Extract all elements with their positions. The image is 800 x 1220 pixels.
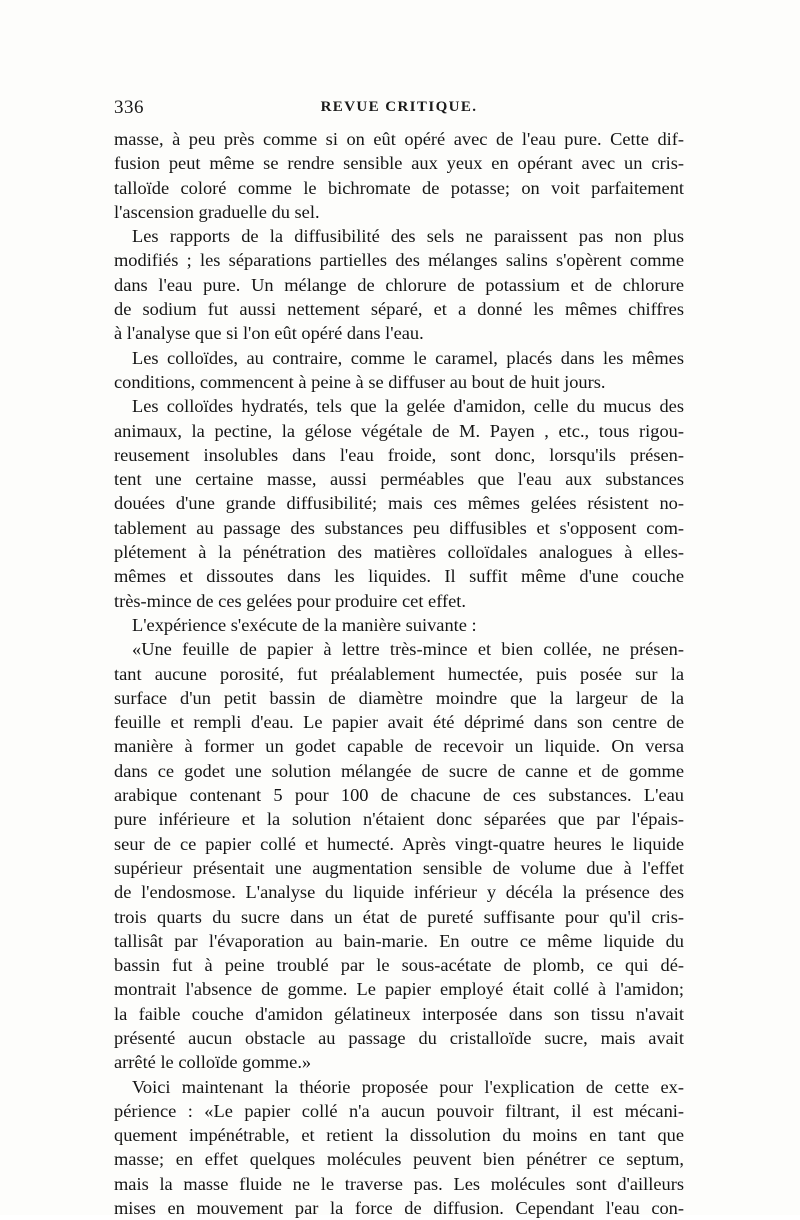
text-line: quement impénétrable, et retient la dissolution du moins en tant que [114,1125,684,1146]
text-line: montrait l'absence de gomme. Le papier employé était collé à l'amidon; [114,979,684,1000]
text-line: Les rapports de la diffusibilité des sels ne paraissent pas non plus [132,226,684,247]
text-line: périence : «Le papier collé n'a aucun pouvoir filtrant, il est mécani- [114,1100,684,1121]
text-line: masse, à peu près comme si on eût opéré avec de l'eau pure. Cette dif- [114,129,684,149]
running-title: REVUE CRITIQUE. [320,99,478,115]
page-header [114,97,684,123]
text-line: tant aucune porosité, fut préalablement humectée, puis posée sur la [114,663,684,684]
text-line: surface d'un petit bassin de diamètre moindre que la largeur de la [114,687,684,708]
text-line: pure inférieure et la solution n'étaient donc séparées que par l'épais- [114,809,684,830]
text-line: tallisât par l'évaporation au bain-marie. En outre ce même liquide du [114,930,684,951]
text-line: «Une feuille de papier à lettre très-mince et bien collée, ne présen- [132,639,684,660]
text-line: de l'endosmose. L'analyse du liquide inférieur y décéla la présence des [114,882,684,903]
text-line: mêmes et dissoutes dans les liquides. Il suffit même d'une couche [114,566,684,587]
text-line: Voici maintenant la théorie proposée pour l'explication de cette ex- [132,1076,684,1097]
text-line: l'ascension graduelle du sel. [114,201,320,222]
text-line: Les colloïdes, au contraire, comme le caramel, placés dans les mêmes [132,347,684,368]
text-line: bassin fut à peine troublé par le sous-acétate de plomb, ce qui dé- [114,955,684,976]
text-line: arrêté le colloïde gomme.» [114,1052,312,1073]
text-line: modifiés ; les séparations partielles des mélanges salins s'opèrent comme [114,250,684,271]
text-line: seur de ce papier collé et humecté. Après vingt-quatre heures le liquide [114,833,684,854]
text-line: tablement au passage des substances peu diffusibles et s'opposent com- [114,517,684,538]
text-line: présenté aucun obstacle au passage du cristalloïde sucre, mais avait [114,1027,684,1048]
text-line: à l'analyse que si l'on eût opéré dans l'eau. [114,323,424,344]
text-line: fusion peut même se rendre sensible aux yeux en opérant avec un cris- [114,153,684,174]
text-line: trois quarts du sucre dans un état de pureté suffisante pour qu'il cris- [114,906,684,927]
text-line: douées d'une grande diffusibilité; mais ces mêmes gelées résistent no- [114,493,684,514]
text-line: Les colloïdes hydratés, tels que la gelée d'amidon, celle du mucus des [132,396,684,417]
text-line: L'expérience s'exécute de la manière suivante : [132,614,477,635]
text-line: manière à former un godet capable de recevoir un liquide. On versa [114,736,684,757]
text-line: talloïde coloré comme le bichromate de potasse; on voit parfaitement [114,177,684,198]
body-text [114,127,684,1220]
text-line: supérieur présentait une augmentation sensible de volume due à l'effet [114,857,684,878]
text-line: mises en mouvement par la force de diffusion. Cependant l'eau con- [114,1198,684,1219]
text-line: arabique contenant 5 pour 100 de chacune de ces substances. L'eau [114,785,684,806]
text-line: dans ce godet une solution mélangée de sucre de canne et de gomme [114,760,684,781]
text-line: reusement insolubles dans l'eau froide, sont donc, lorsqu'ils présen- [114,444,684,465]
text-line: très-mince de ces gelées pour produire cet effet. [114,590,466,611]
text-line: conditions, commencent à peine à se diffuser au bout de huit jours. [114,371,606,392]
text-line: plétement à la pénétration des matières colloïdales analogues à elles- [114,542,684,563]
text-line: tent une certaine masse, aussi perméables que l'eau aux substances [114,469,684,490]
text-line: feuille et rempli d'eau. Le papier avait été déprimé dans son centre de [114,712,684,733]
text-line: dans l'eau pure. Un mélange de chlorure de potassium et de chlorure [114,274,684,295]
text-line: mais la masse fluide ne le traverse pas. Les molécules sont d'ailleurs [114,1173,684,1194]
text-line: animaux, la pectine, la gélose végétale de M. Payen , etc., tous rigou- [114,420,684,441]
page-number: 336 [114,97,144,118]
text-line: la faible couche d'amidon gélatineux interposée dans son tissu n'avait [114,1003,684,1024]
text-line: masse; en effet quelques molécules peuvent bien pénétrer ce septum, [114,1149,684,1170]
text-line: de sodium fut aussi nettement séparé, et a donné les mêmes chiffres [114,299,684,320]
